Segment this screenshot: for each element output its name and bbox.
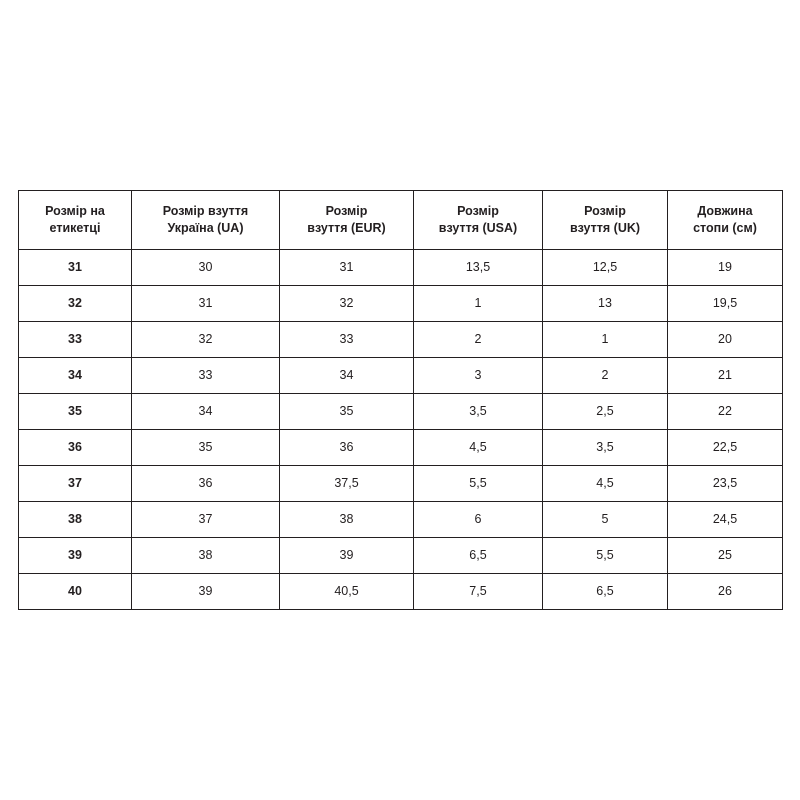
header-row [19, 191, 783, 250]
table-row [19, 502, 783, 538]
cell-uk: 6,5 [543, 574, 668, 610]
table-row [19, 358, 783, 394]
cell-ua: 39 [132, 574, 280, 610]
cell-uk: 4,5 [543, 466, 668, 502]
cell-ua: 37 [132, 502, 280, 538]
table-row [19, 394, 783, 430]
table-row [19, 286, 783, 322]
cell-foot-length: 21 [668, 358, 783, 394]
table-row [19, 250, 783, 286]
cell-usa: 7,5 [414, 574, 543, 610]
cell-uk: 12,5 [543, 250, 668, 286]
cell-label-size: 40 [19, 574, 132, 610]
cell-foot-length: 25 [668, 538, 783, 574]
cell-uk: 5,5 [543, 538, 668, 574]
table-row [19, 538, 783, 574]
table-row [19, 466, 783, 502]
cell-usa: 13,5 [414, 250, 543, 286]
cell-ua: 32 [132, 322, 280, 358]
cell-ua: 35 [132, 430, 280, 466]
size-chart-container [18, 190, 782, 610]
cell-usa: 6,5 [414, 538, 543, 574]
cell-foot-length: 24,5 [668, 502, 783, 538]
header-line-2: етикетці [49, 221, 101, 235]
cell-foot-length: 20 [668, 322, 783, 358]
cell-uk: 3,5 [543, 430, 668, 466]
cell-label-size: 34 [19, 358, 132, 394]
cell-label-size: 31 [19, 250, 132, 286]
cell-foot-length: 22 [668, 394, 783, 430]
cell-uk: 2,5 [543, 394, 668, 430]
cell-label-size: 37 [19, 466, 132, 502]
cell-ua: 33 [132, 358, 280, 394]
cell-foot-length: 22,5 [668, 430, 783, 466]
cell-eur: 34 [280, 358, 414, 394]
cell-label-size: 39 [19, 538, 132, 574]
header-line-1: Розмір [584, 204, 626, 219]
cell-eur: 38 [280, 502, 414, 538]
header-line-2: взуття (USA) [438, 221, 518, 235]
table-row [19, 574, 783, 610]
cell-eur: 33 [280, 322, 414, 358]
cell-eur: 37,5 [280, 466, 414, 502]
cell-foot-length: 19 [668, 250, 783, 286]
header-line-2: стопи (см) [693, 221, 757, 235]
cell-uk: 1 [543, 322, 668, 358]
header-line-1: Розмір на [45, 204, 105, 219]
cell-ua: 38 [132, 538, 280, 574]
cell-eur: 35 [280, 394, 414, 430]
table-body [19, 250, 783, 610]
table-row [19, 430, 783, 466]
cell-uk: 13 [543, 286, 668, 322]
cell-usa: 3,5 [414, 394, 543, 430]
cell-ua: 31 [132, 286, 280, 322]
cell-eur: 40,5 [280, 574, 414, 610]
cell-label-size: 32 [19, 286, 132, 322]
cell-eur: 39 [280, 538, 414, 574]
cell-usa: 3 [414, 358, 543, 394]
column-header-uk [543, 191, 668, 250]
column-header-eur [280, 191, 414, 250]
cell-usa: 4,5 [414, 430, 543, 466]
table-header [19, 191, 783, 250]
cell-foot-length: 23,5 [668, 466, 783, 502]
cell-usa: 1 [414, 286, 543, 322]
cell-label-size: 35 [19, 394, 132, 430]
cell-eur: 36 [280, 430, 414, 466]
cell-label-size: 33 [19, 322, 132, 358]
header-line-2: взуття (EUR) [307, 221, 386, 235]
shoe-size-table [18, 190, 783, 610]
cell-ua: 36 [132, 466, 280, 502]
cell-usa: 6 [414, 502, 543, 538]
cell-ua: 30 [132, 250, 280, 286]
table-row [19, 322, 783, 358]
cell-foot-length: 19,5 [668, 286, 783, 322]
cell-foot-length: 26 [668, 574, 783, 610]
header-line-2: Україна (UA) [167, 221, 244, 235]
header-line-2: взуття (UK) [569, 221, 641, 235]
cell-uk: 2 [543, 358, 668, 394]
header-line-1: Довжина [697, 204, 753, 219]
cell-label-size: 38 [19, 502, 132, 538]
header-line-1: Розмір взуття [162, 204, 249, 219]
cell-uk: 5 [543, 502, 668, 538]
cell-label-size: 36 [19, 430, 132, 466]
column-header-foot-length [668, 191, 783, 250]
column-header-usa [414, 191, 543, 250]
cell-eur: 32 [280, 286, 414, 322]
header-line-1: Розмір [457, 204, 499, 219]
column-header-label-size [19, 191, 132, 250]
cell-usa: 5,5 [414, 466, 543, 502]
cell-eur: 31 [280, 250, 414, 286]
header-line-1: Розмір [325, 204, 368, 219]
column-header-ua [132, 191, 280, 250]
cell-usa: 2 [414, 322, 543, 358]
cell-ua: 34 [132, 394, 280, 430]
